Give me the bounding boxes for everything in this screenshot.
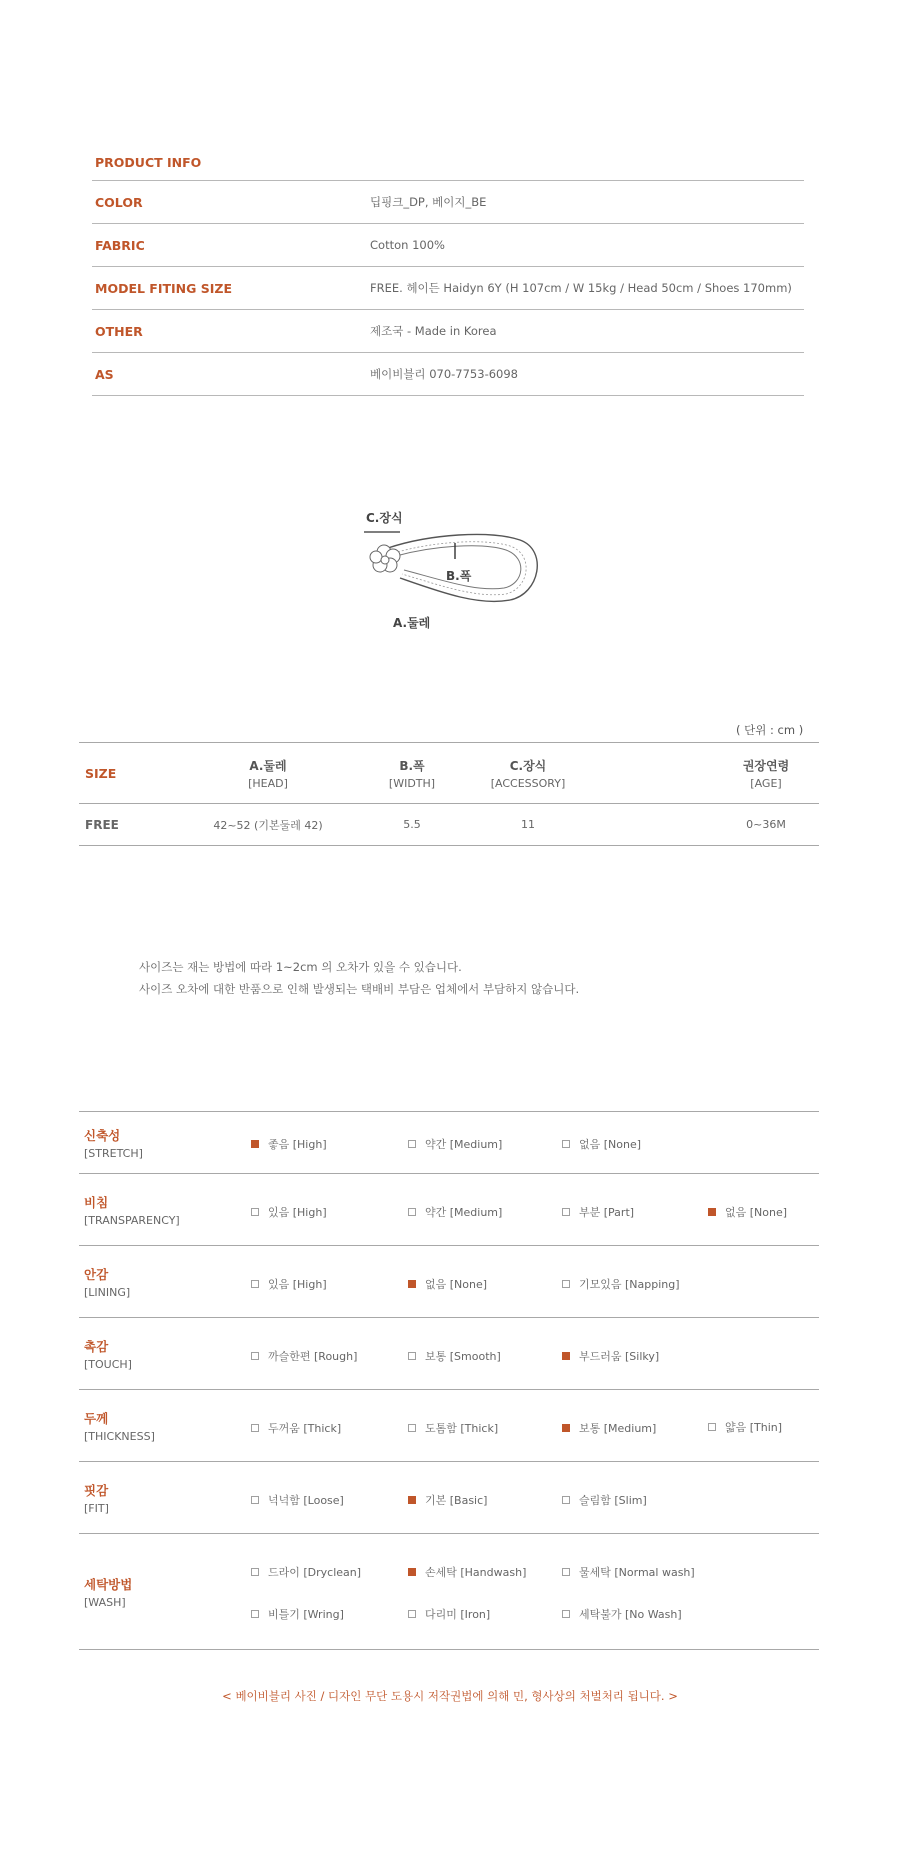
checkbox-icon <box>562 1610 570 1618</box>
option <box>251 1564 361 1580</box>
option-label: 비틀기 [Wring] <box>268 1608 344 1621</box>
option <box>251 1348 357 1364</box>
option-label: 슬림함 [Slim] <box>579 1494 647 1507</box>
size-notes <box>139 956 579 1000</box>
column-title: A.둘레 <box>249 758 287 773</box>
product-info-row <box>92 181 804 224</box>
size-cell <box>79 804 199 845</box>
option <box>408 1606 490 1622</box>
age-cell <box>721 804 811 845</box>
attribute-name <box>84 1462 109 1533</box>
note-line: 사이즈 오차에 대한 반품으로 인해 발생되는 택배비 부담은 업체에서 부담하지 않습니다. <box>139 982 580 996</box>
size-label: SIZE <box>85 765 117 781</box>
option <box>408 1276 487 1292</box>
attribute-subtitle: [THICKNESS] <box>84 1429 155 1443</box>
option <box>408 1420 498 1436</box>
attribute-name <box>84 1534 132 1649</box>
product-info-title: PRODUCT INFO <box>95 154 202 170</box>
option-label: 까슬한편 [Rough] <box>268 1350 358 1363</box>
option-label: 넉넉함 [Loose] <box>268 1494 344 1507</box>
option-label: 물세탁 [Normal wash] <box>579 1566 695 1579</box>
product-info-row <box>92 267 804 310</box>
unit-label: ( 단위 : cm ) <box>736 723 804 737</box>
option-label: 도톰함 [Thick] <box>425 1422 499 1435</box>
width-value: 5.5 <box>403 818 421 831</box>
option-label: 없음 [None] <box>725 1206 788 1219</box>
attribute-table <box>79 1111 819 1650</box>
row-value: Cotton 100% <box>370 238 445 252</box>
attribute-name <box>84 1112 143 1173</box>
column-age <box>721 743 811 803</box>
checkbox-icon <box>408 1208 416 1216</box>
option-label: 기본 [Basic] <box>425 1494 488 1507</box>
checkbox-icon <box>708 1423 716 1431</box>
attribute-subtitle: [LINING] <box>84 1285 131 1299</box>
column-title: B.폭 <box>399 758 425 773</box>
checkbox-icon <box>562 1424 570 1432</box>
row-value: 베이비블리 070-7753-6098 <box>370 367 518 381</box>
size-header-cell <box>79 743 199 803</box>
option-label: 얇음 [Thin] <box>725 1421 783 1434</box>
option-label: 있음 [High] <box>268 1278 327 1291</box>
option <box>562 1348 659 1364</box>
row-value: 딥핑크_DP, 베이지_BE <box>370 195 487 209</box>
attribute-title: 두께 <box>84 1410 109 1426</box>
option <box>408 1348 501 1364</box>
product-info-header <box>92 144 804 181</box>
size-table <box>79 742 819 846</box>
checkbox-icon <box>562 1280 570 1288</box>
head-cell <box>193 804 343 845</box>
checkbox-icon <box>408 1610 416 1618</box>
checkbox-icon <box>562 1496 570 1504</box>
column-title: 권장연령 <box>742 758 790 773</box>
product-info-table <box>92 144 804 396</box>
row-value: 제조국 - Made in Korea <box>370 324 497 338</box>
option-label: 부드러움 [Silky] <box>579 1350 660 1363</box>
age-value: 0~36M <box>746 818 786 831</box>
note-line: 사이즈는 재는 방법에 따라 1~2cm 의 오차가 있을 수 있습니다. <box>139 960 462 974</box>
option <box>562 1564 695 1580</box>
attribute-row-touch <box>79 1318 819 1390</box>
checkbox-icon <box>562 1140 570 1148</box>
checkbox-icon <box>562 1352 570 1360</box>
option <box>562 1204 634 1220</box>
option <box>562 1136 641 1152</box>
option <box>408 1492 487 1508</box>
checkbox-icon <box>251 1352 259 1360</box>
checkbox-icon <box>251 1140 259 1148</box>
checkbox-icon <box>562 1208 570 1216</box>
checkbox-icon <box>408 1280 416 1288</box>
option <box>251 1420 341 1436</box>
attribute-row-transparency <box>79 1174 819 1246</box>
column-head <box>193 743 343 803</box>
column-accessory <box>463 743 593 803</box>
option-label: 부분 [Part] <box>579 1206 635 1219</box>
checkbox-icon <box>708 1208 716 1216</box>
label-head: A.둘레 <box>393 616 431 630</box>
attribute-title: 세탁방법 <box>84 1576 133 1592</box>
label-accessory: C.장식 <box>366 511 403 525</box>
option-label: 약간 [Medium] <box>425 1138 503 1151</box>
attribute-row-fit <box>79 1462 819 1534</box>
row-label: FABRIC <box>95 237 145 253</box>
checkbox-icon <box>251 1610 259 1618</box>
checkbox-icon <box>251 1208 259 1216</box>
option <box>408 1564 526 1580</box>
checkbox-icon <box>408 1140 416 1148</box>
product-info-row <box>92 310 804 353</box>
option <box>562 1492 647 1508</box>
option-label: 없음 [None] <box>425 1278 488 1291</box>
option <box>251 1136 327 1152</box>
accessory-cell <box>463 804 593 845</box>
copyright-notice: < 베이비블리 사진 / 디자인 무단 도용시 저작권법에 의해 민, 형사상의 처벌처리 됩니다. > <box>222 1689 678 1703</box>
option <box>251 1606 344 1622</box>
width-cell <box>357 804 467 845</box>
attribute-name <box>84 1318 132 1389</box>
attribute-name <box>84 1174 180 1245</box>
attribute-title: 촉감 <box>84 1338 109 1354</box>
attribute-subtitle: [FIT] <box>84 1501 109 1515</box>
attribute-subtitle: [TRANSPARENCY] <box>84 1213 180 1227</box>
option-label: 보통 [Smooth] <box>425 1350 501 1363</box>
row-label: MODEL FITING SIZE <box>95 280 232 296</box>
attribute-title: 비침 <box>84 1194 109 1210</box>
product-info-row <box>92 353 804 396</box>
column-subtitle: [HEAD] <box>248 776 288 790</box>
option <box>251 1492 344 1508</box>
checkbox-icon <box>251 1496 259 1504</box>
checkbox-icon <box>251 1424 259 1432</box>
option <box>408 1136 502 1152</box>
option <box>562 1420 656 1436</box>
option <box>562 1606 682 1622</box>
checkbox-icon <box>408 1568 416 1576</box>
column-subtitle: [ACCESSORY] <box>490 776 566 790</box>
attribute-title: 안감 <box>84 1266 109 1282</box>
head-value: 42~52 (기본둘레 42) <box>213 818 323 832</box>
checkbox-icon <box>408 1424 416 1432</box>
option-label: 두꺼움 [Thick] <box>268 1422 342 1435</box>
size-table-header <box>79 742 819 804</box>
row-label: COLOR <box>95 194 143 210</box>
option-label: 좋음 [High] <box>268 1138 327 1151</box>
headband-diagram <box>360 512 550 637</box>
attribute-subtitle: [STRETCH] <box>84 1146 143 1160</box>
row-value: FREE. 헤이든 Haidyn 6Y (H 107cm / W 15kg / Head 50cm / Shoes 170mm) <box>370 281 792 295</box>
column-subtitle: [WIDTH] <box>388 776 436 790</box>
option-label: 손세탁 [Handwash] <box>425 1566 527 1579</box>
option-label: 있음 [High] <box>268 1206 327 1219</box>
flower-accessory <box>370 545 400 572</box>
option-label: 보통 [Medium] <box>579 1422 657 1435</box>
column-subtitle: [AGE] <box>750 776 782 790</box>
checkbox-icon <box>408 1496 416 1504</box>
option <box>251 1204 327 1220</box>
attribute-row-lining <box>79 1246 819 1318</box>
option <box>251 1276 327 1292</box>
attribute-subtitle: [TOUCH] <box>84 1357 132 1371</box>
option-label: 기모있음 [Napping] <box>579 1278 680 1291</box>
option-label: 세탁불가 [No Wash] <box>579 1608 682 1621</box>
column-title: C.장식 <box>509 758 547 773</box>
option <box>708 1204 787 1220</box>
option-label: 약간 [Medium] <box>425 1206 503 1219</box>
attribute-row-wash <box>79 1534 819 1650</box>
label-width: B.폭 <box>446 569 472 583</box>
row-label: OTHER <box>95 323 143 339</box>
checkbox-icon <box>251 1568 259 1576</box>
attribute-name <box>84 1390 155 1461</box>
option-label: 다리미 [Iron] <box>425 1608 491 1621</box>
attribute-row-thickness <box>79 1390 819 1462</box>
attribute-title: 신축성 <box>84 1127 121 1143</box>
checkbox-icon <box>251 1280 259 1288</box>
option-label: 없음 [None] <box>579 1138 642 1151</box>
attribute-name <box>84 1246 130 1317</box>
checkbox-icon <box>562 1568 570 1576</box>
option <box>562 1276 680 1292</box>
row-label: AS <box>95 366 114 382</box>
option <box>408 1204 502 1220</box>
column-width <box>357 743 467 803</box>
attribute-subtitle: [WASH] <box>84 1595 126 1609</box>
option-label: 드라이 [Dryclean] <box>268 1566 362 1579</box>
table-row <box>79 804 819 846</box>
checkbox-icon <box>408 1352 416 1360</box>
option <box>708 1419 782 1435</box>
attribute-row-stretch <box>79 1112 819 1174</box>
size-value: FREE <box>85 817 119 832</box>
attribute-title: 핏감 <box>84 1482 109 1498</box>
product-info-row <box>92 224 804 267</box>
accessory-value: 11 <box>521 818 535 831</box>
